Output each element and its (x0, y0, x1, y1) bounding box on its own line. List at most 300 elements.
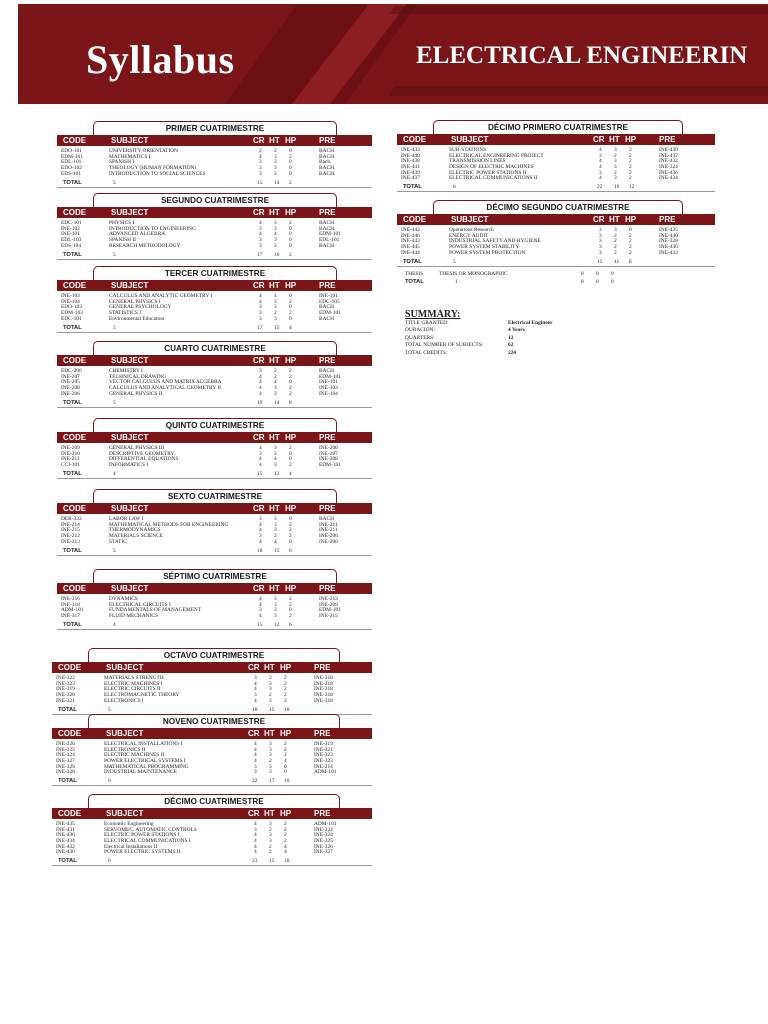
total-hp: 16 (284, 858, 290, 865)
course-hp: 2 (629, 175, 632, 182)
course-subject: CALCULUS AND ANALYTICAL GEOMETRY II (109, 385, 221, 392)
course-code: EDL-103 (61, 237, 82, 244)
course-code: EDL-101 (61, 159, 82, 166)
summary-value: 4 Years (508, 327, 525, 334)
course-ht: 3 (269, 769, 272, 776)
course-pre: INE-323 (314, 752, 333, 759)
semester-title: SÉPTIMO CUATRIMESTRE (93, 569, 337, 585)
course-hp: 0 (284, 769, 287, 776)
summary-row (405, 335, 585, 342)
total-cr: 22 (597, 184, 603, 191)
column-header-cr: CR (253, 504, 265, 513)
course-cr: 3 (254, 826, 257, 833)
course-hp: 2 (629, 232, 632, 239)
course-pre: INE-430 (659, 244, 678, 251)
total-label: TOTAL (63, 324, 82, 331)
course-subject: DYNAMICS (109, 596, 138, 602)
column-header-pre: PRE (319, 136, 336, 145)
course-ht: 3 (274, 450, 277, 457)
course-row (57, 463, 372, 469)
semester-total-row (57, 179, 372, 187)
course-hp: 2 (289, 596, 292, 602)
course-hp: 2 (629, 249, 632, 256)
course-code: INE-443 (401, 238, 420, 245)
course-pre: INE-324 (314, 832, 333, 839)
course-pre: INE-206 (319, 533, 338, 540)
course-row (57, 317, 372, 323)
course-pre: INE-318 (314, 692, 333, 699)
column-header-pre: PRE (319, 433, 336, 442)
course-code: INE-329 (56, 763, 75, 770)
column-header-subject: SUBJECT (111, 136, 149, 145)
course-hp: 2 (289, 390, 292, 397)
course-code: EDO-101 (61, 148, 82, 154)
course-pre: INE-206 (319, 445, 338, 451)
total-cr: 18 (252, 706, 258, 713)
course-ht: 3 (614, 164, 617, 171)
course-code: INE-323 (56, 680, 75, 687)
total-subject-count: 4 (113, 621, 116, 628)
course-hp: 4 (284, 843, 287, 850)
summary-row (405, 327, 585, 334)
course-pre: EDM-101 (319, 607, 341, 614)
course-cr: 3 (254, 763, 257, 770)
course-row (397, 251, 715, 257)
course-ht: 3 (274, 385, 277, 392)
course-cr: 3 (259, 304, 262, 311)
course-cr: 4 (254, 680, 257, 687)
thesis-ht: 0 (596, 270, 599, 277)
column-header-cr: CR (253, 433, 265, 442)
total-label: TOTAL (63, 399, 82, 406)
column-header-code: CODE (63, 281, 87, 290)
course-cr: 3 (259, 368, 262, 374)
column-header-ht: HT (269, 504, 280, 513)
course-cr: 4 (259, 385, 262, 392)
summary-row (405, 350, 585, 357)
course-hp: 2 (289, 521, 292, 528)
course-subject: INTRODUCTION TO SOCIAL SCIENCES (109, 170, 206, 177)
total-hp: 4 (289, 324, 292, 331)
course-ht: 3 (274, 225, 277, 232)
semester-title: CUARTO CUATRIMESTRE (93, 341, 337, 357)
total-cr: 15 (597, 258, 603, 265)
course-ht: 2 (269, 826, 272, 833)
course-ht: 2 (614, 232, 617, 239)
course-cr: 4 (259, 220, 262, 226)
course-ht: 2 (274, 373, 277, 380)
column-header-bar (397, 214, 715, 225)
course-code: INE-444 (401, 249, 420, 256)
course-code: INE-433 (401, 147, 420, 153)
column-header-code: CODE (63, 208, 87, 217)
course-code: INE-214 (61, 521, 80, 528)
total-ht: 15 (269, 858, 275, 865)
column-header-cr: CR (253, 584, 265, 593)
course-hp: 2 (284, 680, 287, 687)
total-subject-count: 5 (113, 179, 116, 186)
course-hp: 4 (284, 758, 287, 765)
course-pre: INE-324 (659, 164, 678, 171)
course-row (52, 699, 372, 705)
course-pre: INE-432 (659, 152, 678, 159)
column-header-code: CODE (58, 663, 82, 672)
column-header-subject: SUBJECT (106, 809, 144, 818)
course-ht: 3 (269, 686, 272, 693)
column-header-code: CODE (63, 504, 87, 513)
total-divider (57, 187, 372, 188)
column-header-pre: PRE (314, 809, 331, 818)
total-label: TOTAL (58, 858, 77, 865)
column-header-ht: HT (269, 433, 280, 442)
course-hp: 2 (289, 220, 292, 226)
course-code: EDC-206 (61, 368, 82, 374)
course-ht: 3 (274, 237, 277, 244)
course-subject: FLUID MECHANICS (109, 613, 158, 620)
course-cr: 3 (259, 516, 262, 522)
course-subject: RESEARCH METHODOLOGY (109, 242, 181, 249)
course-subject: TECHNICAL DRAWING (109, 373, 167, 380)
course-subject: INDUSTRIAL SAFETY AND HYGIENE (449, 238, 541, 245)
course-subject: PHYSICS I (109, 220, 135, 226)
course-subject: Economic Engineering (104, 821, 154, 827)
total-hp: 10 (284, 778, 290, 785)
course-ht: 2 (614, 169, 617, 176)
course-pre: Bach. (319, 159, 332, 166)
course-pre: INE-319 (314, 741, 333, 747)
course-subject: GENERAL PHYSICS III (109, 445, 165, 451)
column-header-ht: HT (269, 356, 280, 365)
course-ht: 3 (274, 304, 277, 311)
course-pre: INE-101 (319, 379, 338, 386)
course-ht: 2 (614, 152, 617, 159)
course-cr: 3 (259, 310, 262, 317)
course-cr: 3 (259, 170, 262, 177)
course-row (397, 176, 715, 182)
course-code: INE-440 (401, 152, 420, 159)
total-label: TOTAL (63, 179, 82, 186)
total-label: TOTAL (403, 184, 422, 191)
total-subject-count: 5 (113, 324, 116, 331)
course-subject: MATHEMATICAL PROGRAMMING (104, 763, 189, 770)
course-ht: 2 (614, 244, 617, 251)
course-ht: 2 (269, 849, 272, 856)
course-subject: GENERAL PHYSICS I (109, 298, 161, 305)
course-subject: ADVANCED ALGEBRA (109, 231, 166, 238)
course-list (397, 228, 715, 256)
total-subject-count: 5 (453, 258, 456, 265)
column-header-code: CODE (63, 584, 87, 593)
total-divider (57, 555, 372, 556)
total-label: TOTAL (405, 278, 424, 285)
course-subject: CALCULUS AND ANALYTIC GEOMETRY I (109, 293, 213, 299)
course-list (52, 742, 372, 776)
course-hp: 2 (629, 147, 632, 153)
course-cr: 3 (259, 450, 262, 457)
course-ht: 2 (614, 238, 617, 245)
total-subject-count: 5 (108, 706, 111, 713)
column-header-subject: SUBJECT (451, 215, 489, 224)
course-code: INE-210 (61, 450, 80, 457)
course-row (57, 540, 372, 546)
course-code: INE-318 (61, 601, 80, 608)
course-cr: 3 (259, 237, 262, 244)
course-row (57, 392, 372, 398)
course-cr: 3 (599, 227, 602, 233)
semester-total-row (52, 777, 372, 785)
course-row (57, 614, 372, 620)
course-cr: 4 (254, 752, 257, 759)
total-label: TOTAL (58, 706, 77, 713)
column-header-bar (57, 583, 372, 594)
column-header-bar (52, 808, 372, 819)
course-hp: 2 (629, 244, 632, 251)
course-cr: 3 (599, 244, 602, 251)
course-code: INE-206 (61, 390, 80, 397)
course-cr: 4 (259, 601, 262, 608)
column-header-ht: HT (269, 136, 280, 145)
course-code: INE-215 (61, 527, 80, 534)
semester-title: DÉCIMO SEGUNDO CUATRIMESTRE (433, 200, 683, 216)
thesis-cr: 8 (581, 270, 584, 277)
course-code: INE-320 (56, 692, 75, 699)
column-header-bar (57, 280, 372, 291)
course-pre: BACH (319, 368, 334, 374)
course-pre: INE-321 (314, 746, 333, 753)
course-ht: 3 (614, 227, 617, 233)
course-hp: 2 (289, 373, 292, 380)
course-subject: ELECTRIC POWER STATIONS II (449, 169, 527, 176)
course-ht: 3 (269, 752, 272, 759)
course-code: EDO-102 (61, 165, 82, 172)
course-code: INE-431 (56, 826, 75, 833)
total-cr: 22 (252, 778, 258, 785)
course-list (57, 294, 372, 322)
semester-title: SEGUNDO CUATRIMESTRE (93, 193, 337, 209)
course-code: DER-333 (61, 516, 82, 522)
column-header-bar (52, 662, 372, 673)
course-ht: 2 (274, 310, 277, 317)
semester-title: SEXTO CUATRIMESTRE (93, 489, 337, 505)
course-subject: UNIVERSITY ORIENTATION (109, 148, 178, 154)
course-code: INE-430 (56, 849, 75, 856)
column-header-bar (57, 355, 372, 366)
total-label: TOTAL (63, 470, 82, 477)
semester-title: TERCER CUATRIMESTRE (93, 266, 337, 282)
course-subject: ENERGY AUDIT (449, 232, 489, 239)
course-cr: 4 (259, 527, 262, 534)
course-cr: 4 (254, 843, 257, 850)
column-header-bar (57, 503, 372, 514)
column-header-code: CODE (403, 135, 427, 144)
course-cr: 4 (599, 147, 602, 153)
course-code: INE-441 (401, 164, 420, 171)
column-header-ht: HT (264, 663, 275, 672)
course-list (397, 148, 715, 182)
total-subject-count: 5 (113, 399, 116, 406)
course-pre: INE-325 (314, 838, 333, 845)
course-ht: 3 (614, 158, 617, 165)
course-hp: 2 (629, 158, 632, 165)
column-header-subject: SUBJECT (111, 584, 149, 593)
column-header-pre: PRE (319, 208, 336, 217)
course-subject: ELECTRICAL ENGINEERING PROJECT (449, 152, 544, 159)
column-header-hp: HP (285, 433, 297, 442)
column-header-subject: SUBJECT (106, 663, 144, 672)
column-header-hp: HP (285, 136, 297, 145)
column-header-code: CODE (58, 809, 82, 818)
course-cr: 4 (599, 164, 602, 171)
course-code: INE-101 (61, 231, 80, 238)
total-ht: 16 (614, 184, 620, 191)
course-ht: 3 (274, 462, 277, 469)
semester-total-row (397, 258, 715, 266)
course-ht: 3 (274, 153, 277, 160)
course-cr: 4 (259, 613, 262, 620)
semester-total-row (57, 470, 372, 478)
course-cr: 4 (259, 373, 262, 380)
course-subject: POWER ELECTRICAL SYSTEMS I (104, 758, 186, 765)
column-header-ht: HT (269, 208, 280, 217)
course-pre: BACH (319, 315, 334, 322)
course-subject: POWER ELECTRIC SYSTEMS II (104, 849, 181, 856)
course-pre: INE-103 (319, 385, 338, 392)
course-list (57, 517, 372, 545)
course-cr: 3 (259, 165, 262, 172)
course-code: INE-328 (56, 769, 75, 776)
course-pre: EDM-101 (319, 373, 341, 380)
course-code: INE-436 (56, 832, 75, 839)
course-subject: Environmental Education (109, 315, 165, 322)
total-label: TOTAL (403, 258, 422, 265)
course-pre: INE-326 (314, 843, 333, 850)
course-subject: POWER SYSTEM PROTECTION (449, 249, 526, 256)
course-subject: ELECTRIC MACHINES II (104, 752, 165, 759)
course-pre: INE-208 (319, 456, 338, 463)
course-hp: 2 (629, 164, 632, 171)
total-subject-count: 4 (113, 470, 116, 477)
column-header-ht: HT (609, 135, 620, 144)
course-ht: 3 (274, 527, 277, 534)
column-header-subject: SUBJECT (111, 281, 149, 290)
total-ht: 14 (274, 399, 280, 406)
course-hp: 2 (289, 385, 292, 392)
course-code: INE-208 (61, 385, 80, 392)
course-pre: BACH (319, 304, 334, 311)
column-header-cr: CR (253, 136, 265, 145)
summary-row (405, 342, 585, 349)
course-pre: INE-211 (319, 521, 338, 528)
course-hp: 0 (289, 304, 292, 311)
course-cr: 3 (259, 607, 262, 614)
course-ht: 3 (274, 445, 277, 451)
course-ht: 3 (274, 607, 277, 614)
total-ht: 15 (274, 324, 280, 331)
course-hp: 2 (284, 697, 287, 704)
total-ht: 11 (614, 258, 620, 265)
course-subject: CHEMISTRY I (109, 368, 143, 374)
course-list (57, 446, 372, 469)
course-pre: INE-327 (314, 849, 333, 856)
column-header-cr: CR (248, 809, 260, 818)
course-hp: 2 (284, 826, 287, 833)
summary-label: TITLE GRANTED: (405, 320, 449, 326)
column-header-pre: PRE (319, 504, 336, 513)
course-hp: 0 (289, 315, 292, 322)
course-pre: EDL-101 (319, 237, 340, 244)
course-cr: 4 (259, 390, 262, 397)
course-hp: 2 (289, 310, 292, 317)
course-subject: MATHEMATICAL METHODS FOR ENGINEERING (109, 521, 229, 528)
column-header-hp: HP (280, 729, 292, 738)
course-ht: 3 (274, 170, 277, 177)
course-cr: 3 (259, 242, 262, 249)
course-list (52, 822, 372, 856)
semester-title: QUINTO CUATRIMESTRE (93, 418, 337, 434)
course-subject: DESCRIPTIVE GEOMETRY (109, 450, 175, 457)
column-header-bar (57, 135, 372, 146)
column-header-hp: HP (285, 584, 297, 593)
course-hp: 2 (289, 298, 292, 305)
course-pre: INE-432 (659, 158, 678, 165)
course-row (52, 770, 372, 776)
total-divider (57, 629, 372, 630)
course-cr: 3 (259, 315, 262, 322)
course-hp: 0 (289, 148, 292, 154)
total-divider (397, 191, 715, 192)
course-cr: 4 (259, 293, 262, 299)
semester-total-row (57, 324, 372, 332)
column-header-pre: PRE (659, 215, 676, 224)
total-subject-count: 6 (453, 184, 456, 191)
course-pre: INE-440 (659, 232, 678, 239)
course-pre: EDC-105 (319, 298, 340, 305)
total-divider (57, 332, 372, 333)
course-subject: ELECTRIC POWER STATIONS I (104, 832, 180, 839)
course-ht: 3 (274, 596, 277, 602)
course-subject: MATERIALS STRENGTH (104, 675, 164, 681)
course-subject: TRANSMISSION LINES (449, 158, 506, 165)
course-hp: 0 (289, 538, 292, 545)
course-pre: INE-433 (659, 249, 678, 256)
total-ht: 15 (269, 706, 275, 713)
course-pre: INE-328 (659, 238, 678, 245)
course-ht: 3 (274, 521, 277, 528)
total-cr: 15 (257, 470, 263, 477)
column-header-hp: HP (280, 663, 292, 672)
course-code: INE-325 (56, 746, 75, 753)
course-cr: 4 (259, 298, 262, 305)
course-row (57, 244, 372, 250)
total-ht: 16 (274, 251, 280, 258)
total-divider (52, 785, 372, 786)
column-header-hp: HP (285, 208, 297, 217)
course-pre: BACH. (319, 165, 336, 172)
summary-rows (405, 320, 585, 357)
summary-value: 12 (508, 334, 514, 341)
total-divider (57, 478, 372, 479)
course-code: INE-104 (61, 298, 80, 305)
total-ht: 13 (274, 470, 280, 477)
course-cr: 4 (259, 462, 262, 469)
course-pre: EDM-101 (319, 462, 341, 469)
course-pre: INE-435 (659, 227, 678, 233)
column-header-subject: SUBJECT (451, 135, 489, 144)
course-code: INE-207 (61, 373, 80, 380)
course-code: EDC-101 (61, 315, 82, 322)
thesis-total-count: 1 (455, 278, 458, 285)
course-subject: GENERAL PSYCHOLOGY (109, 304, 172, 311)
